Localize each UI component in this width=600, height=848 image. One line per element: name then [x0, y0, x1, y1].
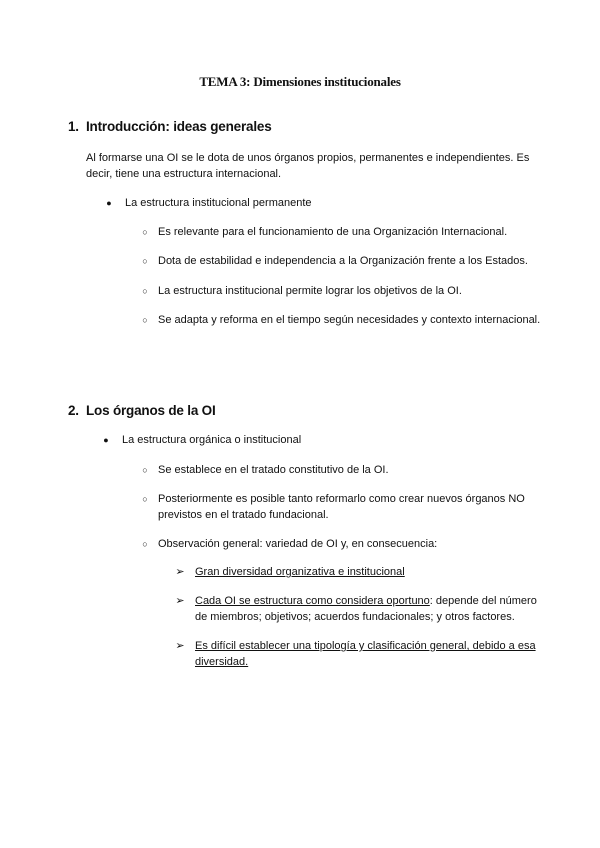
- arrow-marker: ➢: [175, 595, 185, 607]
- section-title: Introducción: ideas generales: [86, 119, 272, 134]
- bullet-marker: ●: [106, 198, 112, 208]
- list-item-text: Dota de estabilidad e independencia a la Organización frente a los Estados.: [158, 255, 528, 267]
- list-item: [142, 462, 543, 478]
- list-item-text: La estructura orgánica o institucional: [122, 434, 302, 446]
- section-title: Los órganos de la OI: [86, 403, 216, 418]
- list-item-text: Es relevante para el funcionamiento de una Organización Internacional.: [158, 226, 508, 238]
- bullet-marker: ●: [103, 435, 109, 445]
- intro-paragraph: Al formarse una OI se le dota de unos órganos propios, permanentes e independientes. Es decir, tiene una estructura internacional.: [86, 152, 530, 180]
- list-item: [103, 432, 542, 448]
- list-item-text: Se adapta y reforma en el tiempo según necesidades y contexto internacional.: [158, 314, 541, 326]
- arrow-marker: ➢: [175, 566, 185, 578]
- list-item-text: : depende del número de miembros; objetivos; acuerdos fundacionales; y otros factores.: [195, 595, 537, 623]
- circle-marker: ○: [142, 227, 148, 237]
- list-item-text: La estructura institucional permanente: [125, 197, 312, 209]
- list-item-text: Observación general: variedad de OI y, en consecuencia:: [158, 538, 438, 550]
- section-heading-2: [68, 403, 216, 418]
- list-item: [175, 638, 545, 670]
- circle-marker: ○: [142, 539, 148, 549]
- circle-marker: ○: [142, 315, 148, 325]
- list-item-underlined-text: Es difícil establecer una tipología y clasificación general, debido a esa diversidad.: [195, 640, 536, 668]
- document-title: TEMA 3: Dimensiones institucionales: [199, 74, 401, 89]
- list-item: [142, 536, 543, 552]
- section-heading-1: [68, 119, 272, 134]
- circle-marker: ○: [142, 256, 148, 266]
- list-item: [142, 224, 543, 240]
- list-item: [175, 593, 545, 625]
- circle-marker: ○: [142, 286, 148, 296]
- list-item-underlined-text: Gran diversidad organizativa e institucional: [195, 566, 405, 578]
- section-number: 1.: [68, 119, 79, 134]
- list-item-underlined-text: Cada OI se estructura como considera oportuno: [195, 595, 430, 607]
- list-item-text: Posteriormente es posible tanto reformarlo como crear nuevos órganos NO previstos en el tratado fundacional.: [158, 493, 525, 521]
- list-item: [142, 253, 543, 269]
- list-item-text: La estructura institucional permite lograr los objetivos de la OI.: [158, 285, 462, 297]
- list-item: [142, 283, 543, 299]
- circle-marker: ○: [142, 494, 148, 504]
- list-item-text: Se establece en el tratado constitutivo de la OI.: [158, 464, 389, 476]
- section-number: 2.: [68, 403, 79, 418]
- list-item: [142, 491, 543, 523]
- list-item: [106, 195, 545, 211]
- list-item: [142, 312, 543, 328]
- arrow-marker: ➢: [175, 640, 185, 652]
- list-item: [175, 564, 545, 580]
- circle-marker: ○: [142, 465, 148, 475]
